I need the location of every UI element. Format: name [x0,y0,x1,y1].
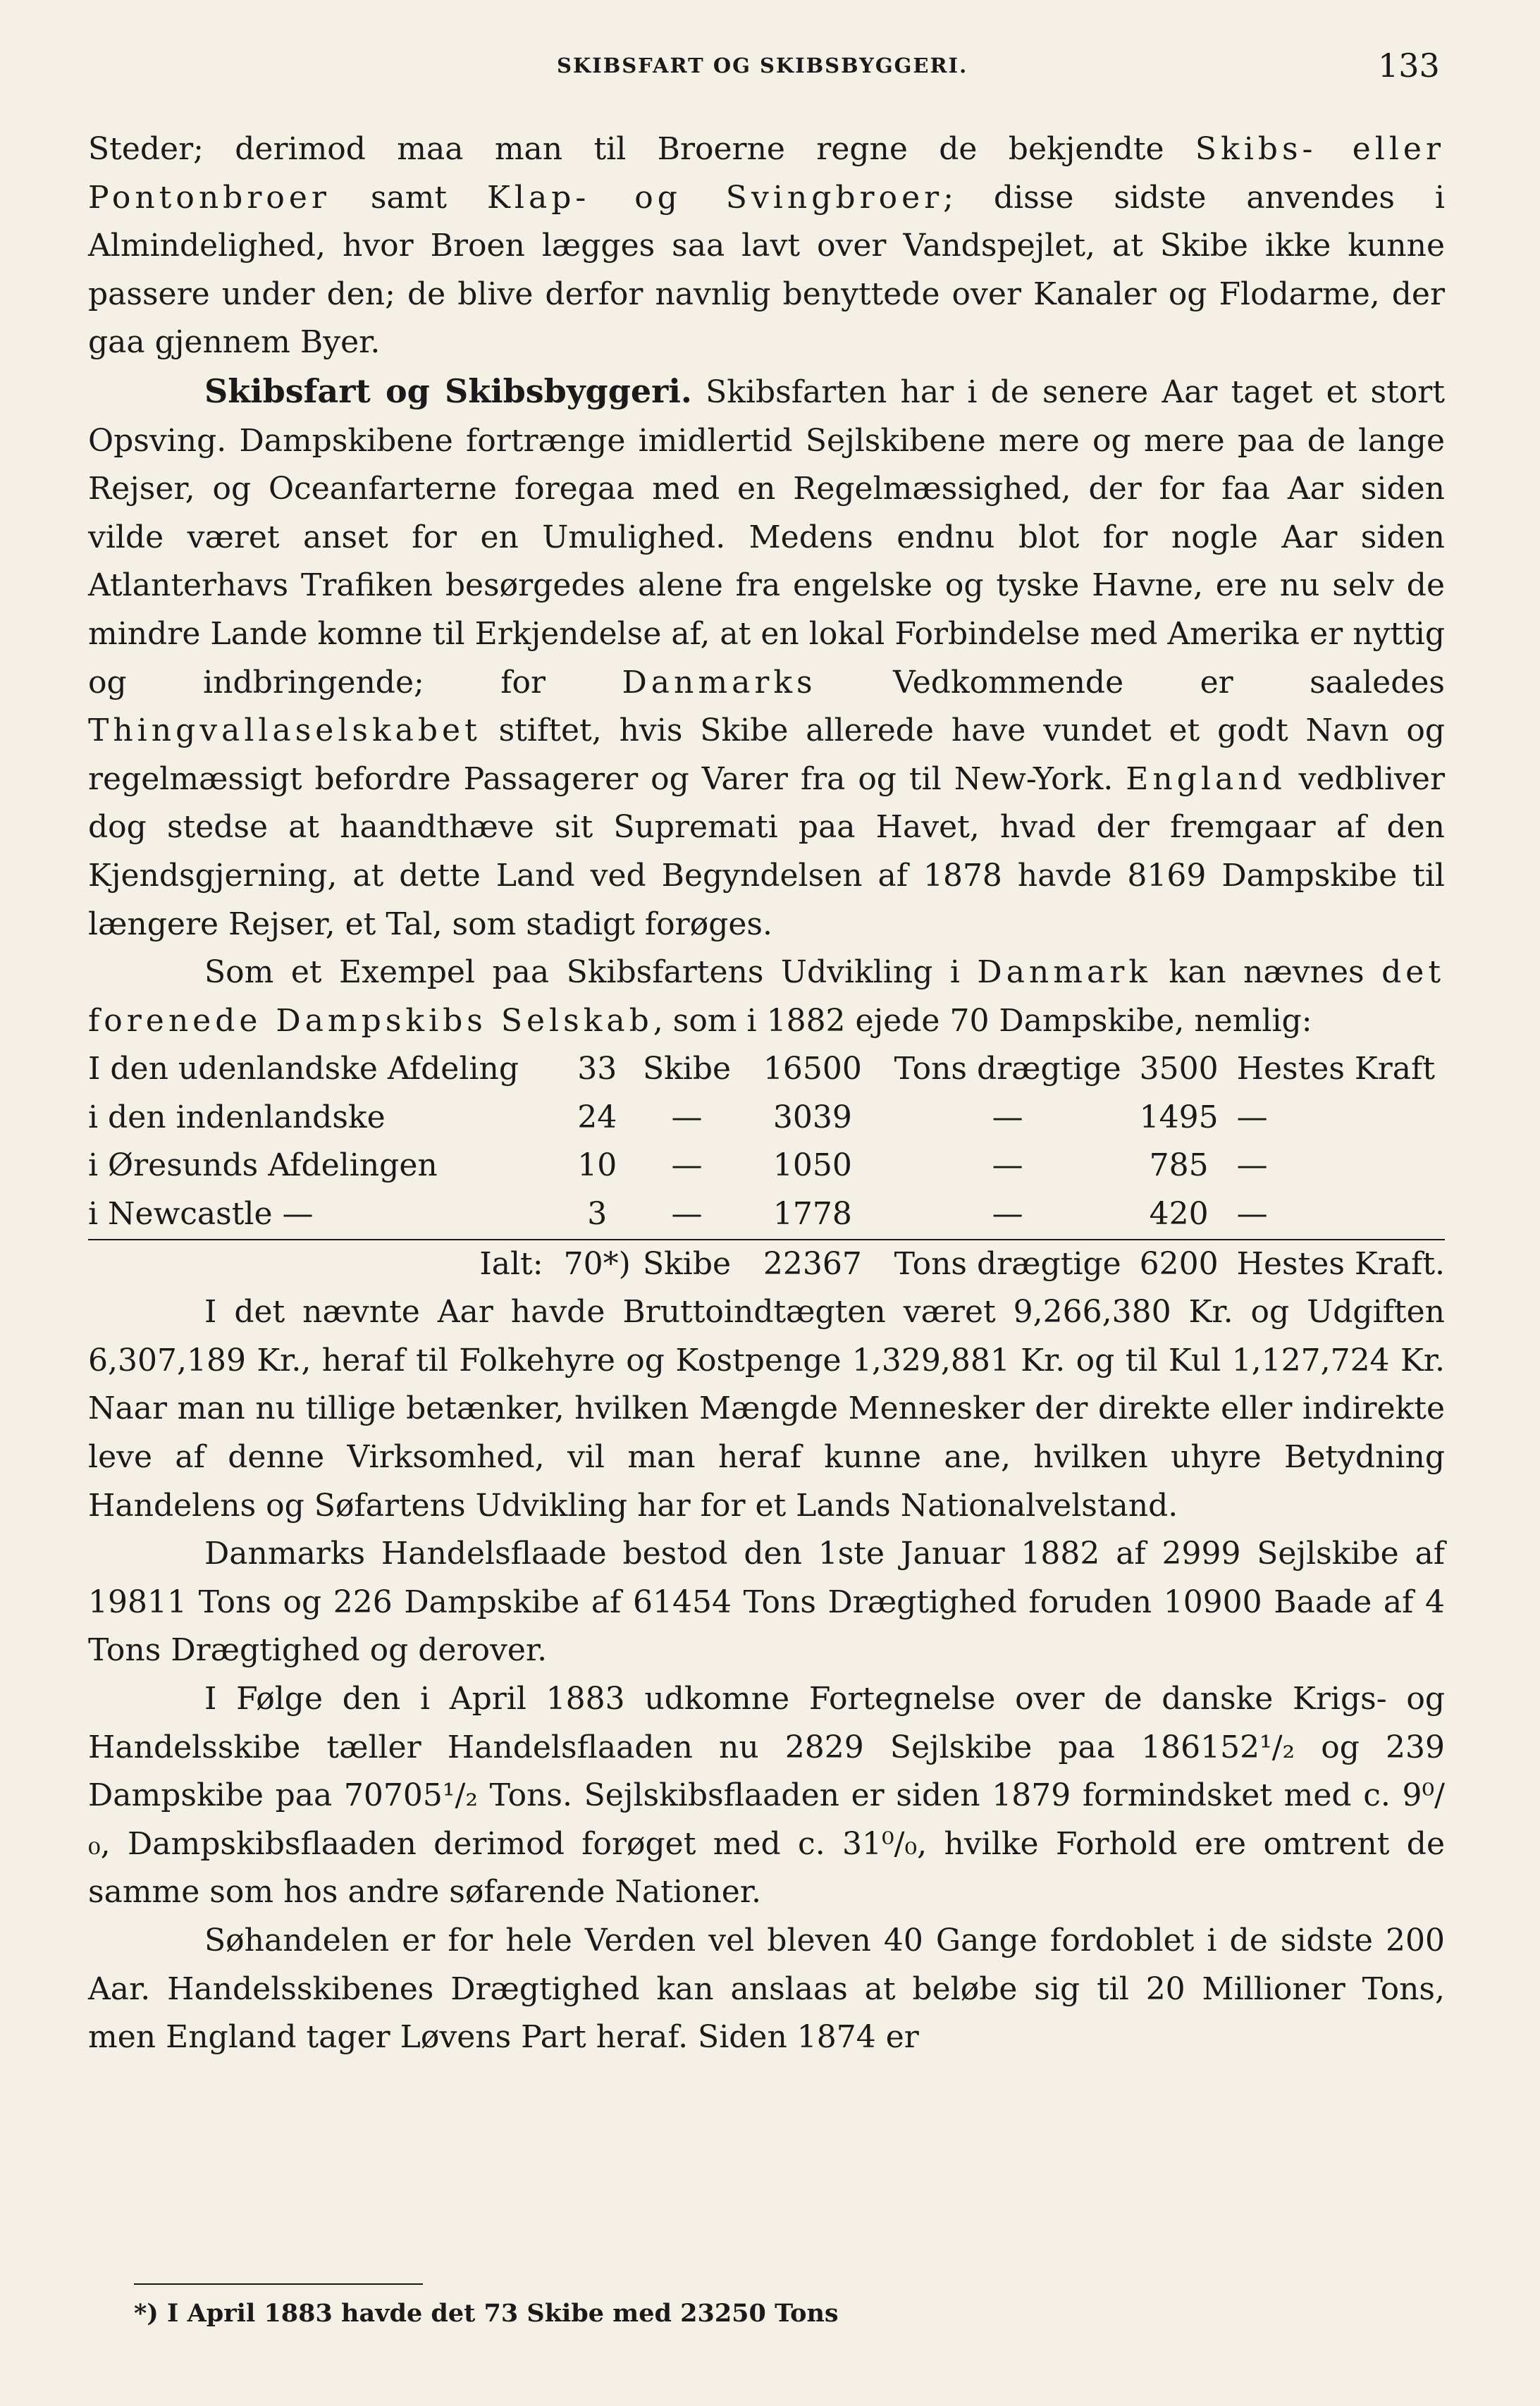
p3-text-c: kan nævnes [1151,954,1382,991]
p3-term-dfds: det forenede Dampskibs Selskab [88,954,1445,1039]
total-unit: Skibe [643,1240,731,1289]
row-dash: — [1236,1196,1268,1233]
p2-term-england: England [1126,760,1286,797]
row-ships: 33 [577,1051,617,1087]
row-name: i Øresunds Afdelingen [88,1147,438,1184]
total-ships: 70*) [552,1240,643,1289]
row-tons: 16500 [763,1051,862,1087]
paragraph-4: I det nævnte Aar havde Bruttoindtægten været 9,266,380 Kr. og Udgiften 6,307,189 Kr., heraf til Folkehyre og Kostpenge 1,329,881 Kr. og til Kul 1,127,724 Kr. Naar man nu tillige betænker, hvilken Mængde Mennesker der direkte eller indirekte leve af denne Virksomhed, vil man heraf kunne ane, hvilken uhyre Betydning Handelens og Søfartens Udvikling har for et Lands Nationalvelstand. [88,1294,1445,1524]
paragraph-6: I Følge den i April 1883 udkomne Fortegnelse over de danske Krigs- og Handelsskibe tæller Handelsflaaden nu 2829 Sejlskibe paa 186152¹/₂ og 239 Dampskibe paa 70705¹/₂ Tons. Sejlskibsflaaden er siden 1879 formindsket med c. 9⁰/₀, Dampskibsflaaden derimod forøget med c. 31⁰/₀, hvilke Forhold ere omtrent de samme som hos andre søfarende Nationer. [88,1681,1445,1911]
row-ships: 24 [577,1099,617,1135]
paragraph-3 [88,949,1445,1045]
table-row [88,1045,1445,1094]
p1-text-e: ; disse sidste anvendes i Almindelighed, hvor Broen lægges saa lavt over Vandspejlet, at Skibe ikke kunne passere under den; de blive derfor navnlig benyttede over Kanaler og Flodarme, der gaa gjennem Byer. [88,179,1445,361]
p2-text-g: vedbliver dog stedse at haandthæve sit Supremati paa Havet, hvad der fremgaar af den Kjendsgjerning, at dette Land ved Begyndelsen af 1878 havde 8169 Dampskibe til længere Rejser, et Tal, som stadigt forøges. [88,760,1445,942]
row-hp: 785 [1149,1147,1209,1184]
row-ships: 10 [577,1147,617,1184]
row-hp: 3500 [1139,1051,1219,1087]
paragraph-1 [88,125,1445,367]
table-row [88,1142,1445,1190]
running-head: SKIBSFART OG SKIBSBYGGERI. [557,54,968,78]
p2-text-a: Skibsfarten har i de senere Aar taget et stort Opsving. Dampskibene fortrænge imidlertid Sejlskibene mere og mere paa de lange Rejser, og Oceanfarterne foregaa med en Regelmæssighed, der for faa Aar siden vilde været anset for en Umulighed. Medens endnu blot for nogle Aar siden Atlanterhavs Trafiken besørgedes alene fra engelske og tyske Havne, ere nu selv de mindre Lande komne til Erkjendelse af, at en lokal Forbindelse med Amerika er nyttig og indbringende; for [88,374,1445,701]
page-header [0,44,1540,86]
row-dash: — [992,1099,1023,1135]
p2-term-danmarks: Danmarks [622,664,817,701]
p1-term-klapbroer: Klap- og Svingbroer [487,179,944,216]
row-ships: 3 [587,1196,608,1233]
p1-text-a: Steder; derimod maa man til Broerne regne de bekjendte [88,131,1195,167]
table-total-row [88,1240,1445,1289]
p2-text-e: stiftet, hvis Skibe allerede have vundet et godt Navn og regelmæssigt befordre Passagerer og Varer fra og til New-York. [88,712,1445,797]
row-dash: — [671,1099,703,1135]
row-tons: 1050 [772,1147,852,1184]
row-dash: — [1236,1147,1268,1184]
row-name: I den udenlandske Afdeling [88,1051,519,1087]
p1-term-skibsbroer: Skibs- eller Pontonbroer [88,131,1445,216]
paragraph-7: Søhandelen er for hele Verden vel bleven 40 Gange fordoblet i de sidste 200 Aar. Handelsskibenes Drægtighed kan anslaas at beløbe sig til 20 Millioner Tons, men England tager Løvens Part heraf. Siden 1874 er [88,1922,1445,2056]
row-hp: 1495 [1139,1099,1219,1135]
row-dash: — [992,1147,1023,1184]
body-text [88,125,1445,2062]
total-label: Ialt: [88,1240,552,1289]
row-tons: 3039 [772,1099,852,1135]
p3-text-a: Som et Exempel paa Skibsfartens Udvikling i [204,954,978,991]
table-row [88,1190,1445,1240]
row-dash: — [671,1196,703,1233]
row-dash: — [1236,1099,1268,1135]
page-number: 133 [1378,47,1440,85]
row-unit: Hestes Kraft [1236,1051,1436,1087]
paragraph-5: Danmarks Handelsflaade bestod den 1ste Januar 1882 af 2999 Sejlskibe af 19811 Tons og 226 Dampskibe af 61454 Tons Drægtighed foruden 10900 Baade af 4 Tons Drægtighed og derover. [88,1536,1445,1669]
p3-term-danmark: Danmark [977,954,1152,991]
fleet-table [88,1045,1445,1288]
total-unit: Hestes Kraft. [1237,1240,1445,1289]
row-dash: — [992,1196,1023,1233]
footnote: *) I April 1883 havde det 73 Skibe med 23250 Tons [134,2299,839,2328]
row-unit: Skibe [642,1051,732,1087]
footnote-rule [134,2283,423,2285]
paragraph-2 [88,367,1445,949]
row-unit: Tons drægtige [894,1051,1121,1087]
p2-term-thingvalla: Thingvallaselskabet [88,712,481,749]
table-row [88,1094,1445,1142]
row-name: i den indenlandske [88,1099,386,1135]
total-hp: 6200 [1121,1240,1237,1289]
row-name: i Newcastle — [88,1196,314,1233]
p1-text-c: samt [330,179,488,216]
row-dash: — [671,1147,703,1184]
p2-text-c: Vedkommende er saaledes [816,664,1446,701]
section-heading: Skibsfart og Skibsbyggeri. [204,371,692,410]
row-hp: 420 [1149,1196,1209,1233]
total-unit: Tons drægtige [894,1240,1121,1289]
p3-text-e: , som i 1882 ejede 70 Dampskibe, nemlig: [653,1002,1312,1039]
row-tons: 1778 [772,1196,852,1233]
total-tons: 22367 [731,1240,894,1289]
